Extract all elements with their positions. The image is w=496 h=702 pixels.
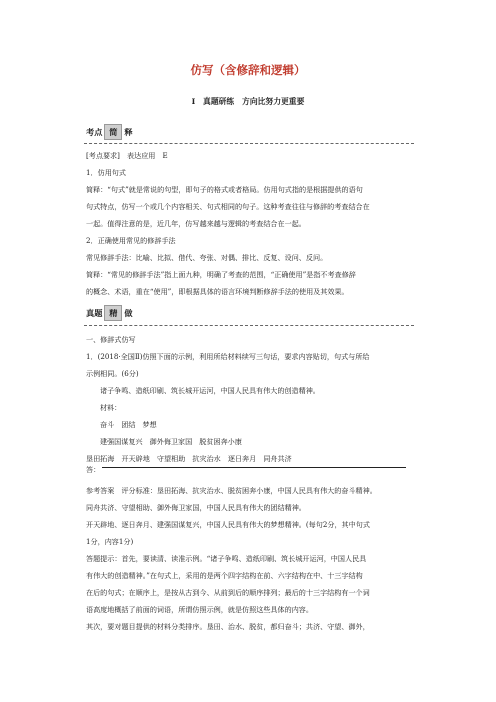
- section-header-box: 简: [104, 124, 122, 140]
- text-line: 参考答案 评分标准：垦田拓海、抗灾治水、脱贫困奔小康，中国人民具有伟大的奋斗精神。: [86, 486, 377, 495]
- text-line: 一起。值得注意的是，近几年，仿写越来越与逻辑的考查结合在一起。: [86, 219, 306, 228]
- text-line: 1．(2018·全国Ⅱ)仿照下面的示例，利用所给材料续写三句话，要求内容贴切，句式与所给: [86, 352, 370, 361]
- section-header-post: 释: [124, 126, 133, 137]
- text-line: 一、修辞式仿写: [86, 335, 136, 344]
- text-line: 垦田拓海 开天辟地 守望相助 抗灾治水 逐日奔月 同舟共济: [86, 454, 292, 463]
- text-line: 的概念、术语，重在“使用”，即根据具体的语言环境判断修辞手法的使用及其效果。: [86, 287, 349, 296]
- section-divider: [84, 325, 414, 326]
- text-line: 句式特点，仿写一个或几个内容相关、句式相同的句子。这种考查往往与修辞的考查结合在: [86, 202, 370, 211]
- text-line: 开天辟地、逐日奔月、建强国谋复兴，中国人民具有伟大的梦想精神。(每句2分，其中句式: [86, 520, 370, 529]
- text-line: 语高度地概括了前面的词语，所谓仿照示例，就是仿照这些具体的内容。: [86, 605, 313, 614]
- section-header-zhenti: [86, 305, 133, 321]
- text-line: 1．仿用句式: [86, 168, 126, 177]
- section-header-box: 精: [104, 305, 122, 321]
- text-line: 在后的句式；在顺序上，是按从古到今、从前到后的顺序排列；最后的十三字结构有一个词: [86, 588, 370, 597]
- text-line: 简释：“句式”就是常说的句型，即句子的格式或者格局。仿用句式指的是根据提供的语句: [86, 185, 363, 194]
- section-header-pre: 真题: [86, 307, 103, 318]
- document-subtitle: Ⅰ 真题研练 方向比努力更重要: [191, 97, 305, 106]
- section-divider: [84, 143, 414, 144]
- section-header-kaodian: [86, 124, 133, 140]
- text-line: 诸子争鸣、造纸印刷、筑长城开运河，中国人民具有伟大的创造精神。: [100, 386, 320, 395]
- text-line: 示例相同。(6分): [86, 369, 139, 378]
- section-header-pre: 考点: [86, 126, 103, 137]
- text-line: 答题提示：首先，要读清、读准示例。“诸子争鸣、造纸印刷、筑长城开运河，中国人民具: [86, 554, 367, 563]
- document-title: 仿写（含修辞和逻辑）: [190, 63, 306, 77]
- text-line: 其次，要对题目提供的材料分类排序。垦田、治水、脱贫，都归奋斗；共济、守望、御外，: [86, 622, 370, 631]
- text-line: 2．正确使用常见的修辞手法: [86, 236, 176, 245]
- text-line: 材料：: [100, 403, 122, 412]
- section-header-post: 做: [124, 307, 133, 318]
- answer-label: 答：: [86, 465, 101, 474]
- text-line: 简释：“常见的修辞手法”指上面九种，明确了考查的范围，“正确使用”是指不考查修辞: [86, 270, 356, 279]
- text-line: [考点要求] 表达应用 E: [86, 151, 168, 160]
- text-line: 建强国谋复兴 御外侮卫家国 脱贫困奔小康: [100, 437, 242, 446]
- answer-blank: [102, 467, 406, 468]
- text-line: 同舟共济、守望相助、御外侮卫家国，中国人民具有伟大的团结精神。: [86, 503, 306, 512]
- text-line: 奋斗 团结 梦想: [100, 420, 157, 429]
- text-line: 1分，内容1分): [86, 537, 134, 546]
- text-line: 常见修辞手法：比喻、比拟、借代、夸张、对偶、排比、反复、设问、反问。: [86, 253, 328, 262]
- text-line: 有伟大的创造精神。”在句式上，采用的是两个四字结构在前、六字结构在中、十三字结构: [86, 571, 363, 580]
